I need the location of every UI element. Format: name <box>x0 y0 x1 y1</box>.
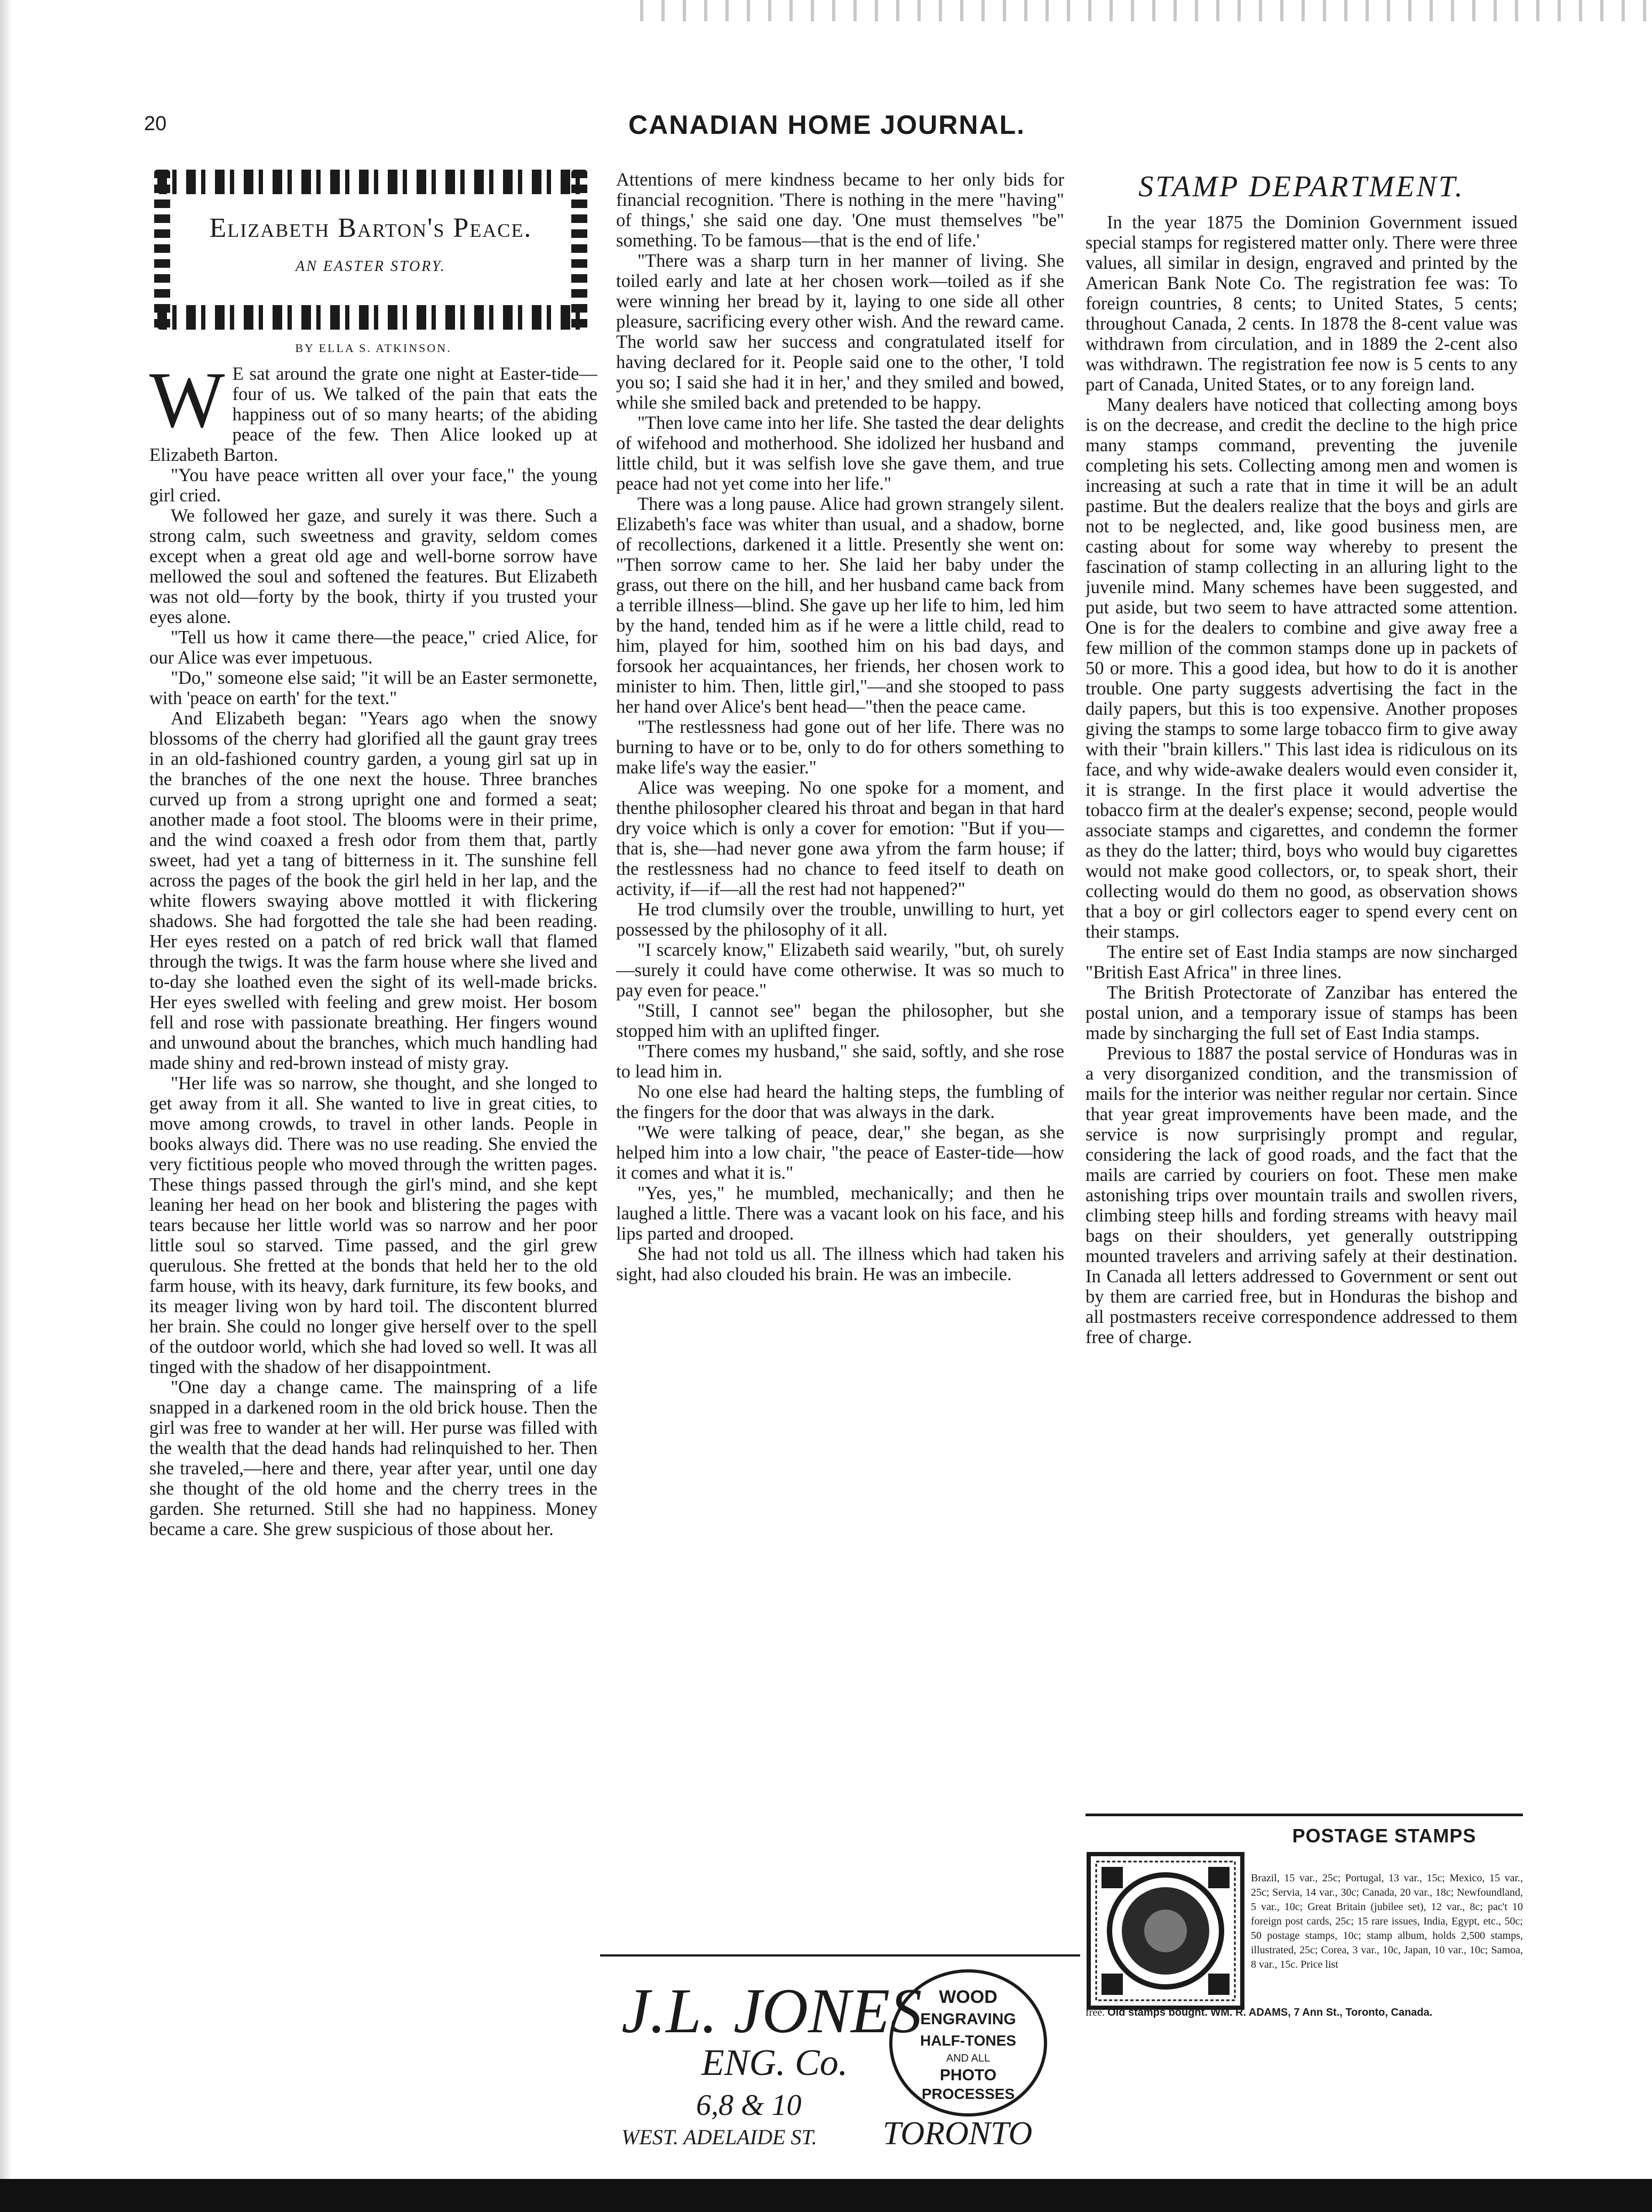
column-1 <box>149 170 597 1951</box>
ad-service-line: PHOTO <box>939 2066 997 2084</box>
running-head: CANADIAN HOME JOURNAL. <box>628 110 1025 140</box>
stamp-ad-footer <box>1086 2006 1523 2020</box>
story-paragraph: Alice was weeping. No one spoke for a moment, and thenthe philosopher cleared his throat and began in that hard dry voice which is only a cover for emotion: "But if you—that is, she—had never gone awa yfrom the farm house; if the restlessness had no chance to feed itself to death on activity, if—if—all the rest had not happened?" <box>616 778 1064 899</box>
stamp-ad-title: POSTAGE STAMPS <box>1292 1825 1477 1847</box>
story-paragraph: Attentions of mere kindness became to her only bids for financial recognition. 'There is nothing in the mere "having" of things,' she said one day. 'One must themselves "be" something. To be famous—that is the end of life.' <box>616 170 1064 251</box>
ornament-border-top <box>157 170 584 194</box>
story-paragraph: There was a long pause. Alice had grown strangely silent. Elizabeth's face was whiter than usual, and a shadow, borne of recollections, darkened it a little. Presently she went on: "Then sorrow came to her. She laid her baby under the grass, out there on the hill, and her husband came back from a terrible illness—blind. She gave up her life to him, led him by the hand, tended him as if he were a little child, read to him, played for him, soothed him on his bad days, and forsook her acquaintances, her friends, her chosen work to minister to him. Then, little girl,"—and she stooped to pass her hand over Alice's bent head—"then the peace came. <box>616 494 1064 717</box>
story-paragraph: "You have peace written all over your face," the young girl cried. <box>149 465 597 506</box>
story-paragraph: "I scarcely know," Elizabeth said wearily, "but, oh surely—surely it could have come otherwise. It was so much to pay even for peace." <box>616 940 1064 1001</box>
ad-service-line: PROCESSES <box>921 2086 1015 2102</box>
stamp-paragraph: In the year 1875 the Dominion Government issued special stamps for registered matter only. There were three values, all similar in design, engraved and printed by the American Bank Note Co. The registration fee was: To foreign countries, 8 cents; to United States, 5 cents; throughout Canada, 2 cents. In 1878 the 8-cent value was withdrawn from circulation, and in 1889 the 2-cent also was withdrawn. The registration fee now is 5 cents to any part of Canada, United States, or to any foreign land. <box>1086 212 1518 395</box>
drop-cap: W <box>149 356 225 444</box>
story-paragraph: And Elizabeth began: "Years ago when the snowy blossoms of the cherry had glorified all the gaunt gray trees in an old-fashioned country garden, a young girl sat up in the branches of the one next the house. Three branches curved up from a strong upright one and formed a seat; another made a foot stool. The blooms were in their prime, and the wind coaxed a fresh odor from them that, partly sweet, had yet a tang of bitterness in it. The sunshine fell across the pages of the book the girl held in her lap, and the white flowers swaying above mottled it with flickering shadows. She had forgotted the tale she had been reading. Her eyes rested on a patch of red brick wall that flamed through the twigs. It was the farm house where she lived and to-day she loathed even the sight of its well-made bricks. Her eyes swelled with feeling and grew moist. Her bosom fell and rose with passionate breathing. Her fingers wound and unwound about the branches, which much handling had made shiny and red-brown instead of misty gray. <box>149 708 597 1073</box>
stamp-ad-footer-free: free. <box>1086 2007 1105 2018</box>
story-paragraph: "Then love came into her life. She tasted the dear delights of wifehood and motherhood. She idolized her husband and little child, but it was selfish love she gave them, and true peace had not yet come into her life." <box>616 413 1064 494</box>
story-title-ornament-box <box>157 170 584 330</box>
ad-eng-co: ENG. Co. <box>701 2042 848 2083</box>
page-number: 20 <box>144 113 167 135</box>
stamp-department-text <box>1086 212 1518 1663</box>
story-paragraph: "Yes, yes," he mumbled, mechanically; and then he laughed a little. There was a vacant look on his face, and his lips parted and drooped. <box>616 1183 1064 1244</box>
story-paragraph: We followed her gaze, and surely it was there. Such a strong calm, such sweetness and gravity, seldom comes except when a great old age and well-borne sorrow have mellowed the soul and softened the features. But Elizabeth was not old—forty by the book, thirty if you trusted your eyes alone. <box>149 506 597 627</box>
story-paragraph: "There comes my husband," she said, softly, and she rose to lead him in. <box>616 1041 1064 1082</box>
ad-rule <box>1086 1814 1523 1816</box>
stamp-paragraph: Many dealers have noticed that collecting among boys is on the decrease, and credit the decline to the high price many stamps command, preventing the juvenile completing his sets. Collecting among men and women is increasing at such a rate that in time it will be an adult pastime. But the dealers realize that the boys and girls are not to be neglected, and, like good business men, are casting about for some way whereby to present the fascination of stamp collecting in an alluring light to the juvenile mind. Many schemes have been suggested, and put aside, but two seem to have attracted some attention. One is for the dealers to combine and give away free a few million of the common stamps done up in packets of 50 or more. This a good idea, but how to do it is another trouble. One party suggests advertising the fact in the daily papers, but this is too expensive. Another proposes giving the stamps to some large tobacco firm to give away with their "brain killers." This last idea is ridiculous on its face, and why wide-awake dealers would even consider it, it is strange. In the first place it would advertise the tobacco firm at the dealer's expense; second, people would associate stamps and cigarettes, and condemn the former as they do the latter; third, boys who would buy cigarettes would not make good collectors, or, to speak short, their collecting would do them no good, as observation shows that a boy or girl collectors eager to spend every cent on their stamps. <box>1086 395 1518 942</box>
stamp-ad-footer-contact: Old stamps bought. WM. R. ADAMS, 7 Ann St., Toronto, Canada. <box>1107 2007 1433 2018</box>
engraving-ad-graphic <box>600 1952 1080 2150</box>
story-title: Elizabeth Barton's Peace. <box>209 213 532 243</box>
ornament-border-left <box>154 170 170 330</box>
ad-service-line: WOOD <box>939 1987 997 2007</box>
story-paragraph: "The restlessness had gone out of her life. There was no burning to have or to be, only to do for others something to make life's way the easier." <box>616 717 1064 778</box>
ad-service-line: HALF-TONES <box>920 2032 1016 2049</box>
page-header <box>144 109 1510 147</box>
ad-company-name: J.L. JONES <box>621 1975 922 2046</box>
stamp-paragraph: The British Protectorate of Zanzibar has entered the postal union, and a temporary issue of stamps has been made by sincharging the full set of East India stamps. <box>1086 983 1518 1043</box>
scan-edge-artifact <box>0 0 12 2212</box>
stamp-department-title: STAMP DEPARTMENT. <box>1138 170 1465 203</box>
story-paragraph: W E sat around the grate one night at Easter-tide—four of us. We talked of the pain that eats the happiness out of so many hearts; of the abiding peace of the few. Then Alice looked up at Elizabeth Barton. <box>149 356 597 465</box>
stamp-illustration-icon <box>1086 1851 1246 2011</box>
story-paragraph: "There was a sharp turn in her manner of living. She toiled early and late at her chosen work—toiled as if she were winning her bread by it, laying to one side all other pleasure, sacrificing every other wish. And the reward came. The world saw her success and congratulated itself for having declared for it. People said one to the other, 'I told you so; I said she had it in her,' and they smiled and bowed, while she smiled back and pretended to be happy. <box>616 251 1064 413</box>
ornament-border-bottom <box>157 305 584 330</box>
story-byline: BY ELLA S. ATKINSON. <box>295 341 452 355</box>
story-paragraph: She had not told us all. The illness which had taken his sight, had also clouded his brain. He was an imbecile. <box>616 1244 1064 1284</box>
story-paragraph: "One day a change came. The mainspring of a life snapped in a darkened room in the old brick house. Then the girl was free to wander at her will. Her purse was filled with the wealth that the dead hands had relinquished to her. Then she traveled,—here and there, year after year, until one day she thought of the old home and the cherry trees in the garden. She returned. Still she had no happiness. Money became a care. She grew suspicious of those about her. <box>149 1377 597 1539</box>
column-2 <box>616 170 1064 1951</box>
ad-city: TORONTO <box>883 2115 1033 2150</box>
stamp-paragraph: The entire set of East India stamps are now sincharged "British East Africa" in three lines. <box>1086 942 1518 983</box>
story-paragraph: "Still, I cannot see" began the philosopher, but she stopped him with an uplifted finger. <box>616 1001 1064 1041</box>
ad-address-number: 6,8 & 10 <box>696 2089 802 2122</box>
postage-stamps-advertisement <box>1086 1814 1523 2070</box>
ornament-border-right <box>571 170 587 330</box>
story-paragraph: "Her life was so narrow, she thought, and she longed to get away from it all. She wanted to live in great cities, to move among crowds, to travel in other lands. People in books always did. There was no use reading. She envied the very fictitious people who moved through the written pages. These things passed through the girl's mind, and she kept leaning her head on her book and blistering the pages with tears because her little world was so narrow and her poor little soul so starved. Time passed, and the girl grew querulous. She fretted at the bonds that held her to the old farm house, with its heavy, dark furniture, its few books, and its meager living won by hard toil. The discontent blurred her brain. She could no longer give herself over to the spell of the outdoor world, which she had loved so well. It was all tinged with the shadow of her disappointment. <box>149 1073 597 1377</box>
column-3 <box>1086 170 1518 1951</box>
story-paragraph: "We were talking of peace, dear," she began, as she helped him into a low chair, "the peace of Easter-tide—how it comes and what it is." <box>616 1122 1064 1183</box>
story-text-col2 <box>616 170 1064 1284</box>
stamp-paragraph: Previous to 1887 the postal service of Honduras was in a very disorganized condition, and the transmission of mails for the interior was neither regular nor certain. Since that year great improvements have been made, and the service is now surprisingly prompt and regular, considering the lack of good roads, and the fact that the mails are carried by couriers on foot. These men make astonishing trips over mountain trails and swollen rivers, climbing steep hills and fording streams with heavy mail bags on their shoulders, yet generally outstripping mounted travelers and arriving safely at their destination. In Canada all letters addressed to Government or sent out by them are carried free, but in Honduras the bishop and all postmasters receive correspondence addressed to them free of charge. <box>1086 1043 1518 1347</box>
story-text-col1 <box>149 356 597 1539</box>
scan-bottom-artifact <box>0 2179 1652 2212</box>
story-paragraph: He trod clumsily over the trouble, unwilling to hurt, yet possessed by the philosophy of it all. <box>616 899 1064 940</box>
ad-street: WEST. ADELAIDE ST. <box>621 2125 817 2149</box>
story-paragraph: No one else had heard the halting steps, the fumbling of the fingers for the door that was always in the dark. <box>616 1082 1064 1122</box>
scan-top-artifact <box>640 0 1652 21</box>
story-paragraph: "Tell us how it came there—the peace," cried Alice, for our Alice was ever impetuous. <box>149 627 597 668</box>
stamp-ad-price-list: Brazil, 15 var., 25c; Portugal, 13 var., 15c; Mexico, 15 var., 25c; Servia, 14 var., 30c; Canada, 20 var., 18c; Newfoundland, 5 var., 10c; Great Britain (jubilee set), 12 var., 8c; pac't 10 foreign post cards, 25c; 15 rare issues, India, Egypt, etc., 50c; 50 postage stamps, 10c; stamp album, holds 2,500 stamps, illustrated, 25c; Corea, 3 var., 10c, Japan, 10 var., 10c; Samoa, 8 var., 15c. Price list <box>1251 1872 1523 1970</box>
ad-service-line: ENGRAVING <box>920 2010 1016 2028</box>
story-paragraph: "Do," someone else said; "it will be an Easter sermonette, with 'peace on earth' for the text." <box>149 668 597 708</box>
ad-service-line: AND ALL <box>946 2053 991 2064</box>
story-subtitle: AN EASTER STORY. <box>296 258 446 275</box>
engraving-advertisement <box>600 1952 1080 2150</box>
